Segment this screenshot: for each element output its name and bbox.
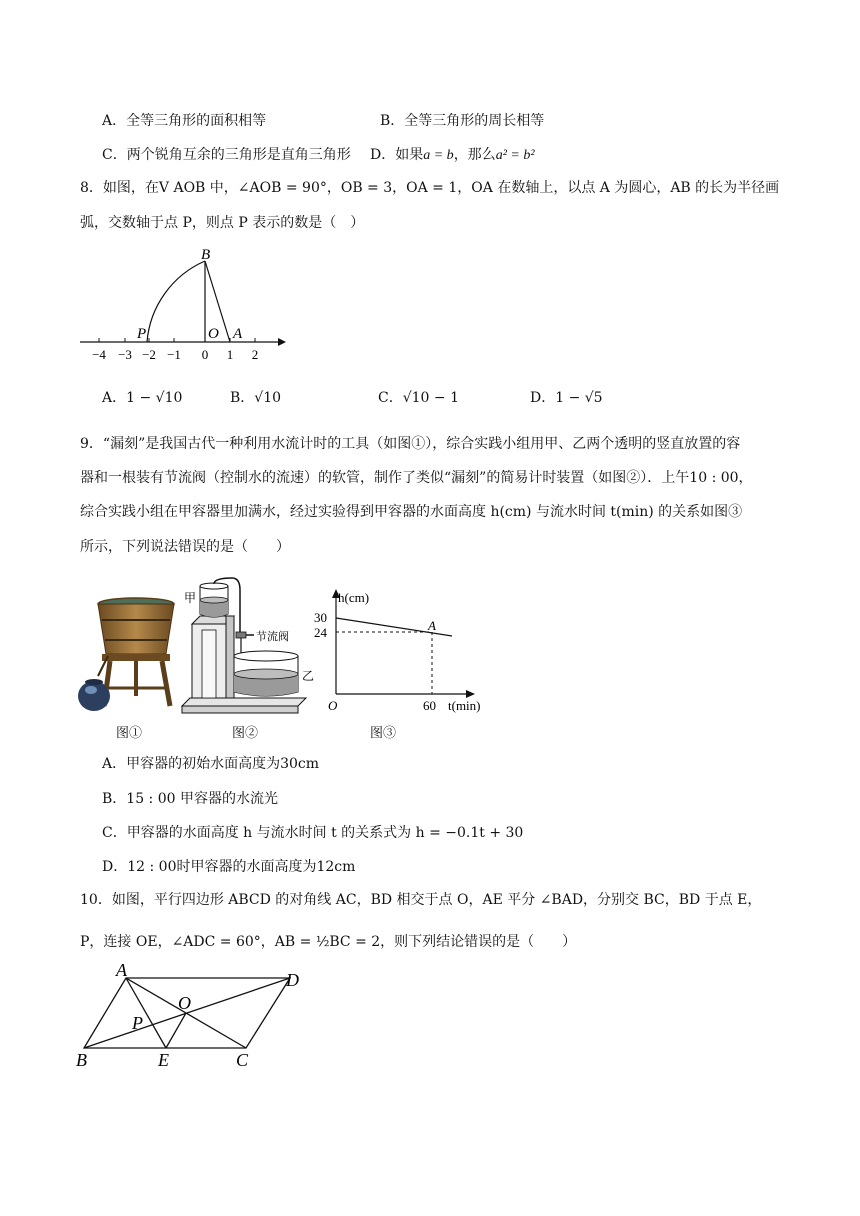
q9-label-jia: 甲	[184, 591, 197, 605]
q10-label-p: P	[132, 1013, 143, 1033]
q10-label-b: B	[76, 1050, 87, 1070]
q9-figure1-water-clock	[78, 596, 182, 716]
q9-figure3-graph	[310, 586, 490, 714]
q10-label-a: A	[116, 960, 127, 980]
q9-option-b: B．15 : 00 甲容器的水流光	[102, 791, 278, 807]
q8-figure	[78, 246, 288, 364]
q8-label-a: A	[233, 326, 243, 342]
q8-option-c: C．√10 − 1	[378, 390, 459, 406]
q7-option-d	[370, 145, 535, 166]
q9-fig1-caption: 图①	[116, 726, 143, 741]
q8-label-p: P	[137, 326, 147, 342]
q9-stem-line2: 器和一根装有节流阀（控制水的流速）的软管，制作了类似“漏刻”的简易计时装置（如图②）．上午10 : 00，	[80, 470, 753, 486]
q9-stem-line4: 所示，下列说法错误的是（ ）	[80, 539, 290, 555]
q7-d-middle: ，那么	[453, 147, 496, 163]
q9-point-a: A	[428, 618, 436, 633]
q9-xlabel: t(min)	[448, 698, 481, 713]
q8-tick-label: −4	[92, 347, 106, 362]
q8-tick-label: 1	[226, 347, 234, 362]
q8-tick-label: −3	[118, 347, 132, 362]
q10-label-e: E	[158, 1050, 169, 1070]
q7-d-condition: a = b	[423, 148, 454, 163]
q9-stem-line1: 9．“漏刻”是我国古代一种利用水流计时的工具（如图①），综合实践小组用甲、乙两个透明的竖直放置的容	[80, 436, 741, 452]
q8-option-d: D．1 − √5	[530, 390, 603, 406]
q8-tick-label: 0	[201, 347, 209, 362]
q7-option-b: B．全等三角形的周长相等	[380, 113, 545, 129]
q9-x-tick-label: 60	[423, 698, 436, 713]
q8-stem-line2: 弧，交数轴于点 P，则点 P 表示的数是（ ）	[80, 215, 365, 231]
q8-stem-line1: 8．如图，在V AOB 中，∠AOB = 90°，OB = 3，OA = 1，OA 在数轴上，以点 A 为圆心，AB 的长为半径画	[80, 180, 780, 196]
q7-option-c: C．两个锐角互余的三角形是直角三角形	[102, 147, 351, 163]
q9-option-c: C．甲容器的水面高度 h 与流水时间 t 的关系式为 h = −0.1t + 30	[102, 825, 524, 841]
q9-option-d: D．12 : 00时甲容器的水面高度为12cm	[102, 859, 356, 875]
q10-figure-parallelogram	[76, 962, 312, 1072]
q10-stem-line1: 10．如图，平行四边形 ABCD 的对角线 AC，BD 相交于点 O，AE 平分 ∠BAD，分别交 BC，BD 于点 E，	[80, 892, 762, 908]
q9-option-a: A．甲容器的初始水面高度为30cm	[102, 756, 320, 772]
q9-y-tick-label: 24	[314, 625, 327, 640]
q9-y-tick-label: 30	[314, 610, 327, 625]
q9-fig2-caption: 图②	[232, 726, 259, 741]
q7-d-prefix: D．如果	[370, 147, 424, 163]
q8-option-a: A．1 − √10	[102, 390, 183, 406]
q8-tick-label: −2	[142, 347, 156, 362]
q9-ylabel: h(cm)	[338, 590, 370, 605]
q10-label-d: D	[286, 970, 299, 990]
q8-tick-label: −1	[167, 347, 181, 362]
q10-stem-line2: P，连接 OE，∠ADC = 60°，AB = ½BC = 2，则下列结论错误的是（ ）	[80, 934, 577, 950]
q8-option-b: B．√10	[230, 390, 282, 406]
q9-origin: O	[328, 698, 338, 713]
q10-label-o: O	[178, 993, 191, 1013]
q8-label-o: O	[208, 326, 219, 342]
q8-tick-label: 2	[251, 347, 259, 362]
q9-figure2-apparatus	[180, 580, 320, 718]
q7-option-a: A．全等三角形的面积相等	[102, 113, 267, 129]
q9-label-valve: 节流阀	[256, 631, 289, 643]
q9-fig3-caption: 图③	[370, 726, 397, 741]
q8-label-b: B	[201, 247, 211, 263]
q10-label-c: C	[236, 1050, 249, 1070]
q9-label-yi: 乙	[302, 669, 315, 683]
q7-d-conclusion: a² = b²	[495, 148, 535, 163]
q9-stem-line3: 综合实践小组在甲容器里加满水，经过实验得到甲容器的水面高度 h(cm) 与流水时间 t(min) 的关系如图③	[80, 504, 743, 520]
